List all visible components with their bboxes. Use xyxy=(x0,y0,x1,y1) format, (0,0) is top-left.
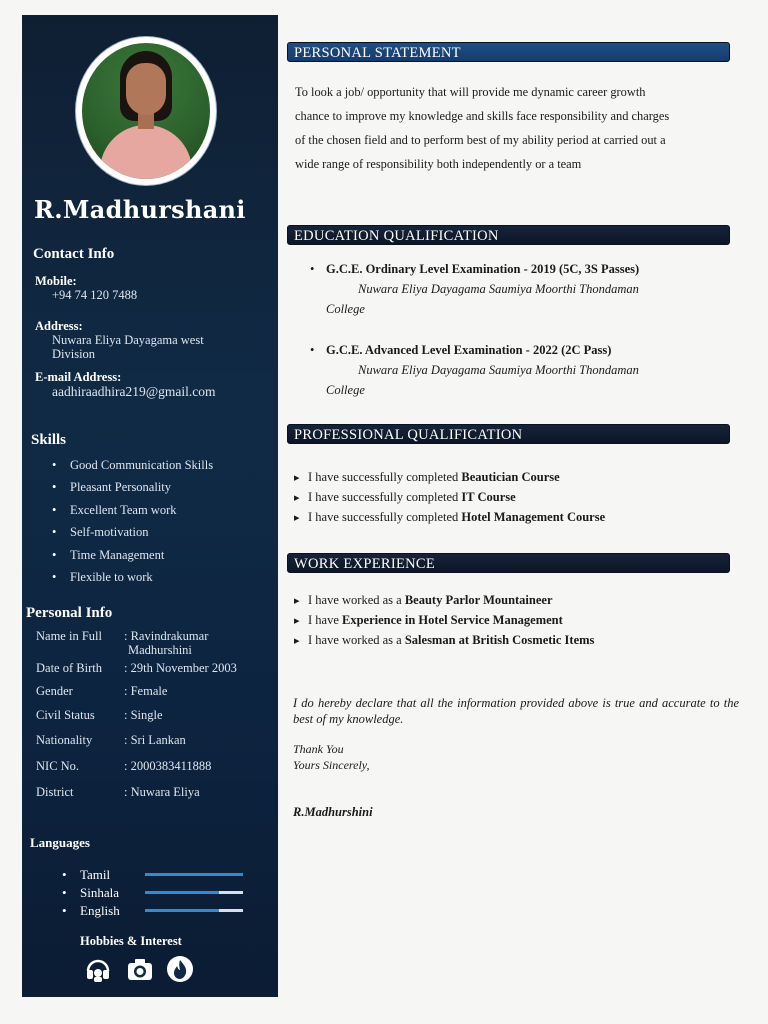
bullet-icon: • xyxy=(62,885,67,900)
statement-line: of the chosen field and to perform best of my ability period at carried out a xyxy=(295,133,666,147)
work-item: ▸ I have worked as a Beauty Parlor Mountaineer xyxy=(294,590,594,610)
work-item: ▸ I have Experience in Hotel Service Management xyxy=(294,610,594,630)
personal-key: Gender xyxy=(36,684,73,698)
language-row xyxy=(62,866,272,884)
personal-value: : Ravindrakumar xyxy=(124,629,209,643)
work-list xyxy=(294,590,594,650)
education-item xyxy=(310,340,730,400)
address-line-2: Division xyxy=(52,347,96,361)
personal-value: : 2000383411888 xyxy=(124,759,212,773)
camera-icon xyxy=(126,955,154,983)
professional-list xyxy=(294,467,605,527)
personal-key: Name in Full xyxy=(36,629,102,643)
email-label: E-mail Address: xyxy=(35,370,122,384)
language-row xyxy=(62,902,272,920)
professional-item: ▸ I have successfully completed Hotel Management Course xyxy=(294,507,605,527)
contact-info-heading: Contact Info xyxy=(33,246,115,262)
education-school: Nuwara Eliya Dayagama Saumiya Moorthi Thondaman xyxy=(358,282,639,296)
personal-value: : 29th November 2003 xyxy=(124,661,237,675)
personal-statement-text xyxy=(295,80,735,176)
declaration-text: I do hereby declare that all the information provided above is true and accurate to the best of my knowledge. xyxy=(293,696,739,726)
language-row xyxy=(62,884,272,902)
sidebar xyxy=(22,15,278,997)
languages-heading: Languages xyxy=(30,835,90,850)
language-name: Sinhala xyxy=(80,885,119,900)
candidate-name: R.Madhurshani xyxy=(34,195,246,224)
education-item xyxy=(310,259,730,319)
language-level-bar xyxy=(145,891,243,894)
language-level-remaining xyxy=(219,909,243,912)
statement-line: wide range of responsibility both independently or a team xyxy=(295,157,582,171)
personal-statement-heading: PERSONAL STATEMENT xyxy=(287,42,730,62)
professional-heading: PROFESSIONAL QUALIFICATION xyxy=(287,424,730,444)
language-level-remaining xyxy=(219,891,243,894)
personal-value: : Sri Lankan xyxy=(124,733,186,747)
work-experience-heading: WORK EXPERIENCE xyxy=(287,553,730,573)
personal-key: Civil Status xyxy=(36,708,95,722)
education-heading: EDUCATION QUALIFICATION xyxy=(287,225,730,245)
work-item: ▸ I have worked as a Salesman at British Cosmetic Items xyxy=(294,630,594,650)
profile-photo xyxy=(82,43,210,179)
skill-item: • Excellent Team work xyxy=(52,499,213,521)
personal-value: : Female xyxy=(124,684,168,698)
professional-item: ▸ I have successfully completed IT Course xyxy=(294,487,605,507)
thank-you-text: Thank You xyxy=(293,742,344,756)
skill-item: • Self-motivation xyxy=(52,521,213,543)
skills-heading: Skills xyxy=(31,432,67,448)
personal-key: District xyxy=(36,785,74,799)
skill-item: • Time Management xyxy=(52,544,213,566)
education-school-cont: College xyxy=(326,383,365,397)
education-title: • G.C.E. Advanced Level Examination - 2022 (2C Pass) xyxy=(310,340,730,360)
fire-icon xyxy=(166,955,194,983)
education-title: • G.C.E. Ordinary Level Examination - 2019 (5C, 3S Passes) xyxy=(310,259,730,279)
skill-item: • Flexible to work xyxy=(52,566,213,588)
address-label: Address: xyxy=(35,319,83,333)
education-school-cont: College xyxy=(326,302,365,316)
skills-list xyxy=(52,454,213,588)
education-school: Nuwara Eliya Dayagama Saumiya Moorthi Thondaman xyxy=(358,363,639,377)
statement-line: chance to improve my knowledge and skills face responsibility and charges xyxy=(295,109,670,123)
personal-value: : Single xyxy=(124,708,163,722)
personal-key: Nationality xyxy=(36,733,93,747)
skill-item: • Pleasant Personality xyxy=(52,476,213,498)
skill-item: • Good Communication Skills xyxy=(52,454,213,476)
yours-sincerely-text: Yours Sincerely, xyxy=(293,758,370,772)
personal-value: Madhurshini xyxy=(128,643,192,657)
language-name: English xyxy=(80,903,120,918)
personal-key: Date of Birth xyxy=(36,661,102,675)
mobile-value: +94 74 120 7488 xyxy=(52,288,138,302)
email-value: aadhiraadhira219@gmail.com xyxy=(52,384,216,399)
profile-photo-frame xyxy=(76,37,216,185)
bullet-icon: • xyxy=(62,867,67,882)
bullet-icon: • xyxy=(62,903,67,918)
statement-line: To look a job/ opportunity that will provide me dynamic career growth xyxy=(295,85,646,99)
language-name: Tamil xyxy=(80,867,111,882)
language-level-bar xyxy=(145,873,243,876)
personal-value: : Nuwara Eliya xyxy=(124,785,200,799)
personal-key: NIC No. xyxy=(36,759,80,773)
mobile-label: Mobile: xyxy=(35,274,77,288)
address-line-1: Nuwara Eliya Dayagama west xyxy=(52,333,204,347)
language-level-bar xyxy=(145,909,243,912)
headphones-icon xyxy=(84,955,112,983)
hobbies-heading: Hobbies & Interest xyxy=(80,934,182,948)
personal-info-heading: Personal Info xyxy=(26,605,113,621)
professional-item: ▸ I have successfully completed Beautician Course xyxy=(294,467,605,487)
signature-name: R.Madhurshini xyxy=(293,805,373,819)
